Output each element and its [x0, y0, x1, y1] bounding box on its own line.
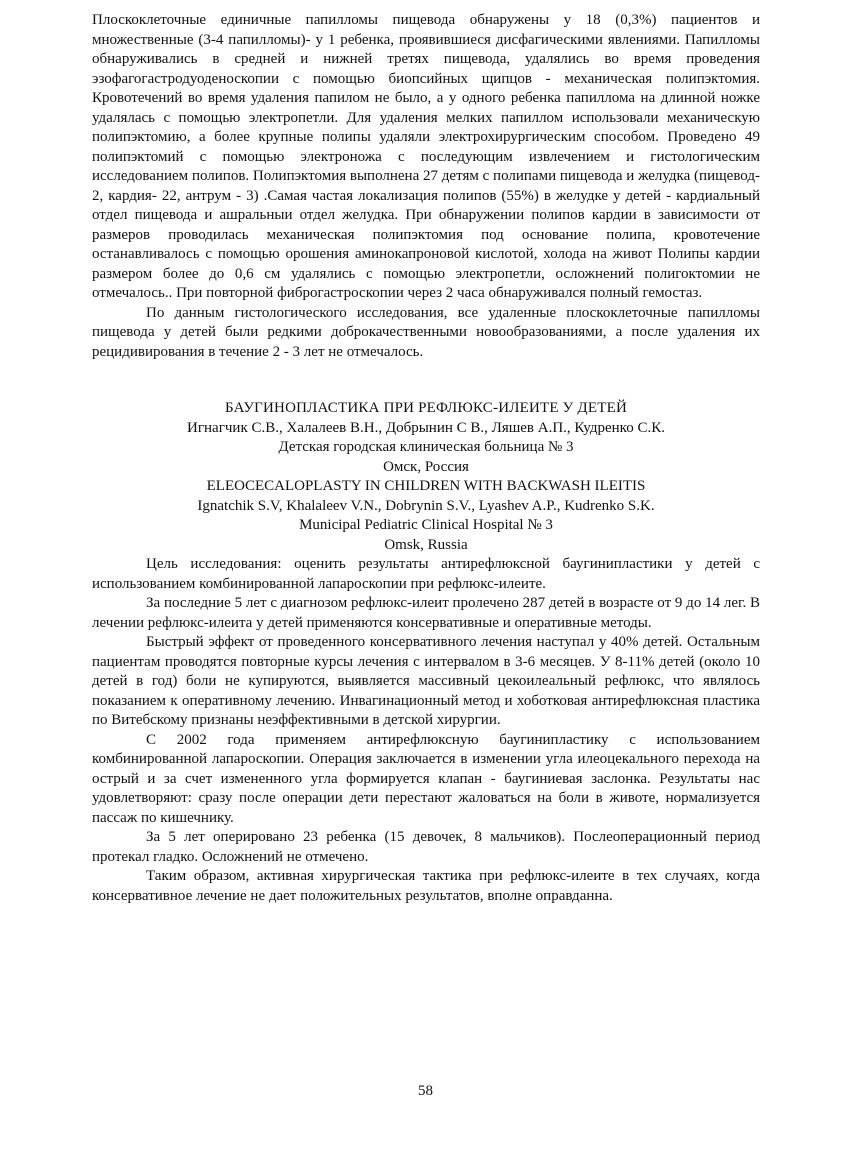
article-title-ru: БАУГИНОПЛАСТИКА ПРИ РЕФЛЮКС-ИЛЕИТЕ У ДЕТЕЙ: [224, 400, 627, 416]
article-paragraph: Цель исследования: оценить результаты антирефлюксной баугинипластики у детей с использованием комбинированной лапароскопии при рефлюкс-илеите.: [92, 556, 760, 592]
article-city-ru: Омск, Россия: [383, 458, 469, 475]
body-text: [92, 11, 760, 906]
article-paragraph: С 2002 года применяем антирефлюксную баугинипластику с использованием комбинированной лапароскопии. Операция заключается в изменении угла илеоцекального перехода на острый и за счет измененного угла формируется клапан - баугиниевая заслонка. Результаты нас удовлетворяют: сразу после операции дети перестают жаловаться на боли в животе, нормализуется пассаж по кишечнику.: [92, 731, 760, 826]
article-authors-en: Ignatchik S.V, Khalaleev V.N., Dobrynin S.V., Lyashev A.P., Kudrenko S.K.: [197, 497, 655, 514]
intro-paragraph: Плоскоклеточные единичные папилломы пищевода обнаружены у 18 (0,3%) пациентов и множественные (3-4 папилломы)- у 1 ребенка, проявившиеся дисфагическими явлениями. Папилломы обнаруживались в средней и нижней третях пищевода, удалялись во время проведения эзофагогастродуоденоскопии с помощью биопсийных щипцов - механическая полипэктомия. Кровотечений во время удаления папилом не было, а у одного ребенка папиллома на длинной ножке удалялась с помощью электропетли. Для удаления мелких папиллом использовали механическую полипэктомию, а более крупные полипы удаляли электрохирургическим способом. Проведено 49 полипэктомий с помощью электроножа с последующим извлечением и гистологическим исследованием полипов. Полипэктомия выполнена 27 детям с полипами пищевода и желудка (пищевод- 2, кардия- 22, антрум - 3) .Самая частая локализация полипов (55%) в желудке у детей - кардиальный отдел пищевода и ашральныи отдел желудка. При обнаружении полипов кардии в зависимости от размеров проводилась механическая полипэктомия под основание полипа, кровотечение останавливалось с помощью орошения аминокапроновой кислотой, холода на живот Полипы кардии размером более до 0,6 см удалялись с помощью электропетли, осложнений полигоктомии не отмечалось.. При повторной фиброгастроскопии через 2 часа обнаруживался полный гемостаз.: [92, 12, 760, 301]
article-city-en: Omsk, Russia: [384, 536, 468, 553]
article-authors-ru: Игнагчик С.В., Халалеев В.Н., Добрынин С В., Ляшев А.П., Кудренко С.К.: [187, 419, 665, 436]
article-paragraph: Быстрый эффект от проведенного консервативного лечения наступал у 40% детей. Остальным пациентам проводятся повторные курсы лечения с интервалом в 3-6 месяцев. У 8-11% детей (около 10 детей в год) боли не купируются, выявляется массивный цекоилеальный рефлюкс, что являлось показанием к оперативному лечению. Инвагинационный метод и хоботковая антирефлюксная пластика по Витебскому признаны неэффективными в детской хирургии.: [92, 634, 760, 728]
intro-paragraph: По данным гистологического исследования, все удаленные плоскоклеточные папилломы пищевода у детей были редкими доброкачественными новообразованиями, а после удаления их рецидивирования в течение 2 - 3 лет не отмечалось.: [92, 304, 760, 360]
article-paragraph: Таким образом, активная хирургическая тактика при рефлюкс-илеите в тех случаях, когда консервативное лечение не дает положительных результатов, вполне оправданна.: [92, 868, 760, 904]
article-institution-ru: Детская городская клиническая больница № 3: [278, 439, 574, 455]
section-gap: [92, 362, 760, 399]
article-title-en: ELEOCECALOPLASTY IN CHILDREN WITH BACKWASH ILEITIS: [206, 478, 646, 494]
article-paragraph: За 5 лет оперировано 23 ребенка (15 девочек, 8 мальчиков). Послеоперационный период протекал гладко. Осложнений не отмечено.: [92, 829, 760, 865]
page-number: 58: [418, 1083, 433, 1099]
article-paragraph: За последние 5 лет с диагнозом рефлюкс-илеит пролечено 287 детей в возрасте от 9 до 14 лег. В лечении рефлюкс-илеита у детей применяются консервативные и оперативные методы.: [92, 595, 760, 631]
article-institution-en: Municipal Pediatric Clinical Hospital № 3: [299, 517, 553, 533]
